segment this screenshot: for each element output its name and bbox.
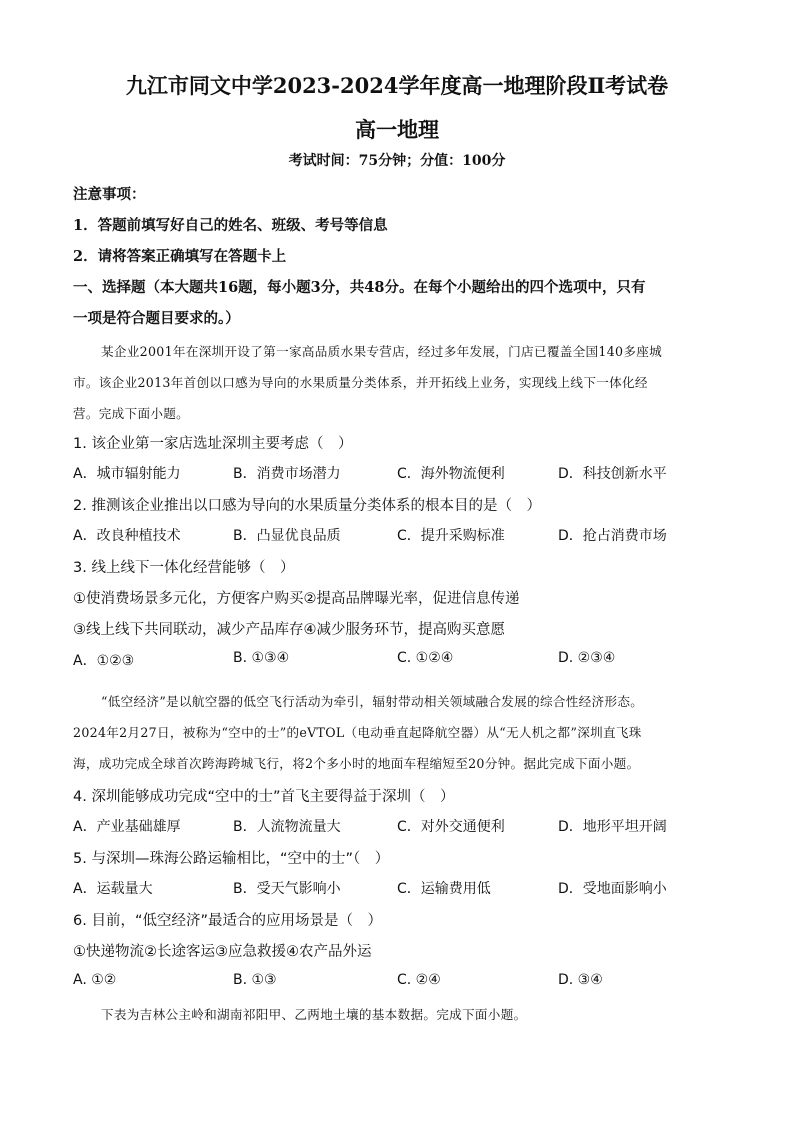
- option-a: A．运载量大: [73, 881, 153, 897]
- question-stem: 4. 深圳能够成功完成“空中的士”首飞主要得益于深圳（ ）: [73, 789, 455, 805]
- exam-subtitle: 高一地理: [355, 117, 439, 142]
- option-b: B. ①③: [233, 972, 277, 988]
- option-b: B．人流物流量大: [233, 819, 341, 835]
- option-b: B．消费市场潜力: [233, 466, 341, 482]
- option-c: C．对外交通便利: [397, 819, 505, 835]
- question-stem: 1. 该企业第一家店选址深圳主要考虑（ ）: [73, 436, 353, 452]
- option-a: A．改良种植技术: [73, 528, 181, 544]
- option-b: B．凸显优良品质: [233, 528, 341, 544]
- option-d: D. ②③④: [558, 650, 616, 666]
- passage-line: 下表为吉林公主岭和湖南祁阳甲、乙两地土壤的基本数据。完成下面小题。: [101, 1007, 527, 1022]
- statement-line: ③线上线下共同联动，减少产品库存④减少服务环节，提高购买意愿: [73, 622, 505, 638]
- passage-line: “低空经济”是以航空器的低空飞行活动为牵引，辐射带动相关领域融合发展的综合性经济形态。: [101, 694, 644, 709]
- passage-line: 营。完成下面小题。: [73, 406, 190, 421]
- option-d: D. ③④: [558, 972, 603, 988]
- option-d: D．科技创新水平: [558, 466, 667, 482]
- option-d: D．地形平坦开阔: [558, 819, 667, 835]
- option-d: D．受地面影响小: [558, 881, 667, 897]
- exam-info: 考试时间：75分钟；分值：100分: [288, 153, 506, 169]
- option-b: B．受天气影响小: [233, 881, 341, 897]
- notes-heading: 注意事项：: [73, 186, 146, 203]
- passage-line: 市。该企业2013年首创以口感为导向的水果质量分类体系，并开拓线上业务，实现线上线下一体化经: [73, 375, 648, 390]
- option-c: C．运输费用低: [397, 881, 491, 897]
- note-item: 2．请将答案正确填写在答题卡上: [73, 248, 287, 265]
- option-a: A．城市辐射能力: [73, 466, 181, 482]
- passage-line: 2024年2月27日，被称为“空中的士”的eVTOL（电动垂直起降航空器）从“无人机之都”深圳直飞珠: [73, 725, 642, 740]
- question-stem: 2. 推测该企业推出以口感为导向的水果质量分类体系的根本目的是（ ）: [73, 498, 541, 514]
- statement-line: ①快递物流②长途客运③应急救援④农产品外运: [73, 944, 372, 960]
- option-c: C. ①②④: [397, 650, 454, 666]
- option-d: D．抢占消费市场: [558, 528, 667, 544]
- exam-title: 九江市同文中学2023-2024学年度高一地理阶段Ⅱ考试卷: [125, 73, 669, 98]
- option-c: C. ②④: [397, 972, 441, 988]
- passage-line: 海，成功完成全球首次跨海跨城飞行，将2个多小时的地面车程缩短至20分钟。据此完成下面小题。: [73, 756, 640, 771]
- option-b: B. ①③④: [233, 650, 290, 666]
- passage-line: 某企业2001年在深圳开设了第一家高品质水果专营店，经过多年发展，门店已覆盖全国140多座城: [101, 344, 663, 359]
- note-item: 1．答题前填写好自己的姓名、班级、考号等信息: [73, 217, 388, 234]
- option-c: C．海外物流便利: [397, 466, 505, 482]
- statement-line: ①使消费场景多元化，方便客户购买②提高品牌曝光率，促进信息传递: [73, 591, 520, 607]
- question-stem: 3. 线上线下一体化经营能够（ ）: [73, 560, 295, 576]
- option-c: C．提升采购标准: [397, 528, 505, 544]
- option-a: A. ①②: [73, 972, 117, 988]
- question-stem: 6. 目前，“低空经济”最适合的应用场景是（ ）: [73, 913, 382, 929]
- option-a: A．产业基础雄厚: [73, 819, 181, 835]
- question-stem: 5. 与深圳—珠海公路运输相比，“空中的士”（ ）: [73, 851, 390, 867]
- option-a: A．①②③: [73, 653, 135, 669]
- section-heading-cont: 一项是符合题目要求的。）: [73, 310, 240, 327]
- section-heading: 一、选择题（本大题共16题，每小题3分，共48分。在每个小题给出的四个选项中，只有: [73, 279, 646, 296]
